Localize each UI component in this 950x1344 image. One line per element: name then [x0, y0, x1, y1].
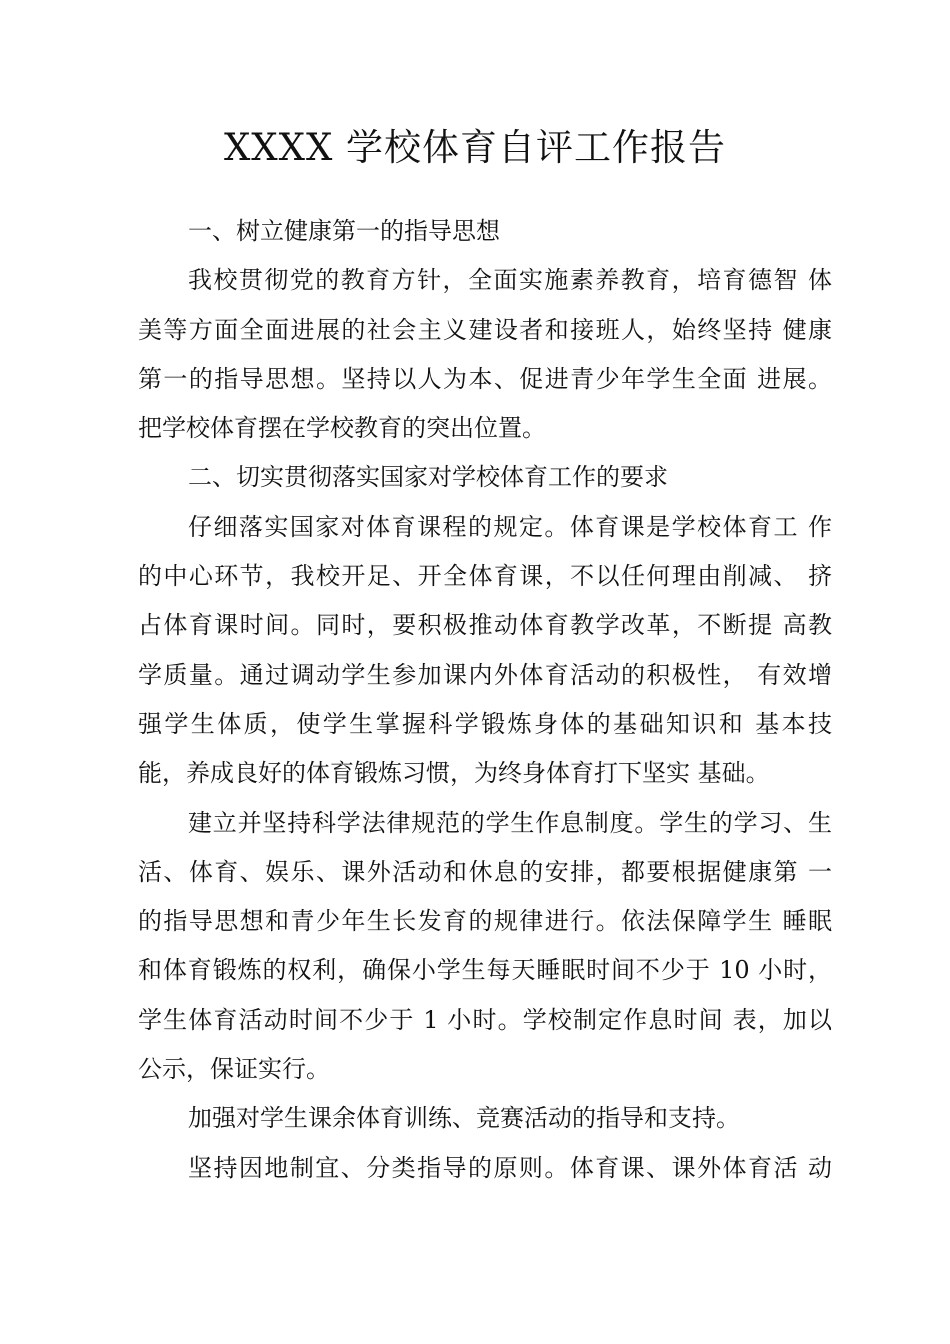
text-line: 占体育课时间。同时，要积极推动体育教学改革，不断提 高教 [138, 611, 832, 640]
text-line: 坚持因地制宜、分类指导的原则。体育课、课外体育活 动 [188, 1153, 832, 1182]
text-line: 学质量。通过调动学生参加课内外体育活动的积极性， 有效增 [138, 660, 832, 689]
document-title: XXXX 学校体育自评工作报告 [223, 126, 727, 169]
text-line: 加强对学生课余体育训练、竞赛活动的指导和支持。 [188, 1104, 740, 1133]
text-line: 一、树立健康第一的指导思想 [188, 217, 500, 245]
text-line: 强学生体质，使学生掌握科学锻炼身体的基础知识和 基本技 [138, 709, 832, 738]
text-line: 第一的指导思想。坚持以人为本、促进青少年学生全面 进展。 [138, 364, 832, 393]
text-line: 学生体育活动时间不少于 1 小时。学校制定作息时间 表，加以 [138, 1005, 832, 1034]
text-line: 把学校体育摆在学校教育的突出位置。 [138, 414, 546, 443]
text-line: 美等方面全面进展的社会主义建设者和接班人，始终坚持 健康 [138, 315, 832, 344]
text-line: 仔细落实国家对体育课程的规定。体育课是学校体育工 作 [188, 512, 832, 541]
text-line: 的中心环节，我校开足、开全体育课，不以任何理由削减、 挤 [138, 562, 832, 591]
text-line: 的指导思想和青少年生长发育的规律进行。依法保障学生 睡眠 [138, 907, 832, 936]
text-line: 建立并坚持科学法律规范的学生作息制度。学生的学习、生 [188, 808, 832, 837]
document-body [138, 207, 832, 1193]
text-line: 能，养成良好的体育锻炼习惯，为终身体育打下坚实 基础。 [138, 759, 770, 788]
text-line: 我校贯彻党的教育方针，全面实施素养教育，培育德智 体 [188, 266, 832, 295]
text-line: 公示，保证实行。 [138, 1055, 330, 1084]
text-line: 和体育锻炼的权利，确保小学生每天睡眠时间不少于 10 小时， [138, 956, 832, 985]
text-line: 二、切实贯彻落实国家对学校体育工作的要求 [188, 463, 668, 492]
text-line: 活、体育、娱乐、课外活动和休息的安排，都要根据健康第 一 [138, 857, 832, 886]
